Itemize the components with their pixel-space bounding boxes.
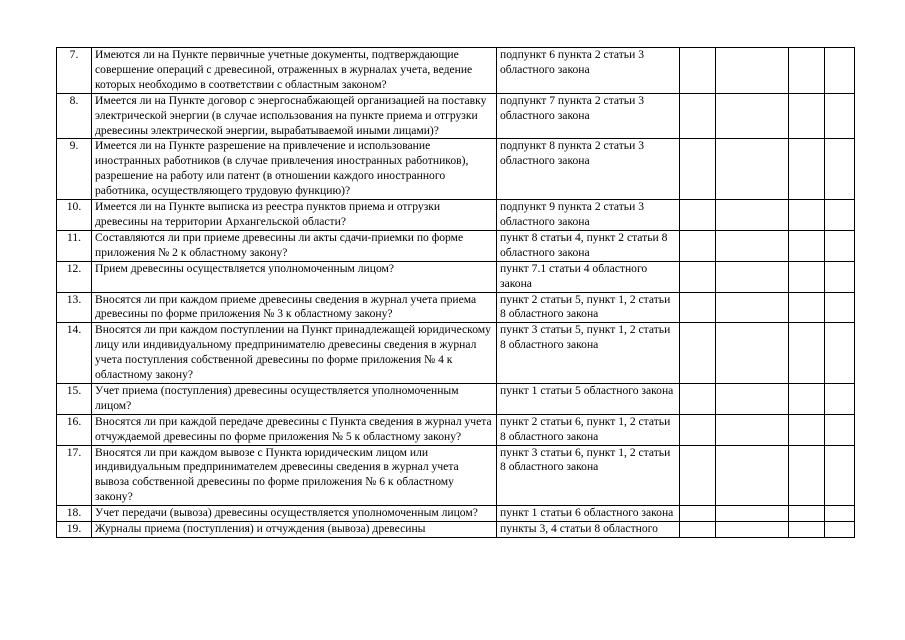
legal-reference-cell: подпункт 7 пункта 2 статьи 3 областного закона xyxy=(497,93,680,139)
answer-na-cell xyxy=(789,200,825,231)
table-row xyxy=(57,323,855,384)
legal-reference-cell: пункт 8 статьи 4, пункт 2 статьи 8 областного закона xyxy=(497,230,680,261)
answer-na-cell xyxy=(789,445,825,506)
question-cell: Вносятся ли при каждом поступлении на Пункт принадлежащей юридическому лицу или индивидуальному предпринимателю древесины сведения в журнал учета поступления собственной древесины по форме приложения № 4 к областному закону? xyxy=(92,323,497,384)
row-number: 17. xyxy=(57,445,92,506)
question-cell: Имеется ли на Пункте выписка из реестра пунктов приема и отгрузки древесины на территории Архангельской области? xyxy=(92,200,497,231)
table-row xyxy=(57,261,855,292)
answer-no-cell xyxy=(716,261,789,292)
table-row xyxy=(57,445,855,506)
row-number: 15. xyxy=(57,383,92,414)
question-cell: Вносятся ли при каждом приеме древесины сведения в журнал учета приема древесины по форме приложения № 3 к областному закону? xyxy=(92,292,497,323)
answer-no-cell xyxy=(716,292,789,323)
note-cell xyxy=(825,261,855,292)
table-row xyxy=(57,522,855,538)
table-row xyxy=(57,48,855,94)
note-cell xyxy=(825,522,855,538)
answer-na-cell xyxy=(789,414,825,445)
answer-yes-cell xyxy=(680,445,716,506)
answer-na-cell xyxy=(789,230,825,261)
row-number: 19. xyxy=(57,522,92,538)
legal-reference-cell: пункт 3 статьи 6, пункт 1, 2 статьи 8 областного закона xyxy=(497,445,680,506)
answer-na-cell xyxy=(789,261,825,292)
table-row xyxy=(57,139,855,200)
checklist-page xyxy=(56,47,855,538)
table-row xyxy=(57,230,855,261)
answer-yes-cell xyxy=(680,292,716,323)
legal-reference-cell: подпункт 8 пункта 2 статьи 3 областного закона xyxy=(497,139,680,200)
question-cell: Прием древесины осуществляется уполномоченным лицом? xyxy=(92,261,497,292)
legal-reference-cell: пункт 1 статьи 6 областного закона xyxy=(497,506,680,522)
note-cell xyxy=(825,139,855,200)
note-cell xyxy=(825,48,855,94)
question-cell: Учет приема (поступления) древесины осуществляется уполномоченным лицом? xyxy=(92,383,497,414)
row-number: 7. xyxy=(57,48,92,94)
question-cell: Вносятся ли при каждом вывозе с Пункта юридическим лицом или индивидуальным предпринимателем древесины сведения в журнал учета вывоза собственной древесины по форме приложения № 6 к областному закону? xyxy=(92,445,497,506)
table-row xyxy=(57,200,855,231)
answer-no-cell xyxy=(716,414,789,445)
table-row xyxy=(57,292,855,323)
note-cell xyxy=(825,93,855,139)
answer-yes-cell xyxy=(680,383,716,414)
legal-reference-cell: пункты 3, 4 статьи 8 областного xyxy=(497,522,680,538)
question-cell: Имеется ли на Пункте разрешение на привлечение и использование иностранных работников (в случае привлечения иностранных работников), разрешение на работу или патент (в отношении каждого иностранного работника, осуществляющего трудовую функцию)? xyxy=(92,139,497,200)
question-cell: Имеется ли на Пункте договор с энергоснабжающей организацией на поставку электрической энергии (в случае использования на пункте приема и отгрузки древесины электрической энергии, вырабатываемой иными лицами)? xyxy=(92,93,497,139)
table-row xyxy=(57,414,855,445)
answer-no-cell xyxy=(716,93,789,139)
answer-na-cell xyxy=(789,48,825,94)
answer-na-cell xyxy=(789,522,825,538)
question-cell: Вносятся ли при каждой передаче древесины с Пункта сведения в журнал учета отчуждаемой древесины по форме приложения № 5 к областному закону? xyxy=(92,414,497,445)
table-row xyxy=(57,93,855,139)
answer-yes-cell xyxy=(680,48,716,94)
answer-no-cell xyxy=(716,506,789,522)
answer-no-cell xyxy=(716,522,789,538)
legal-reference-cell: пункт 7.1 статьи 4 областного закона xyxy=(497,261,680,292)
row-number: 13. xyxy=(57,292,92,323)
answer-na-cell xyxy=(789,292,825,323)
legal-reference-cell: подпункт 6 пункта 2 статьи 3 областного закона xyxy=(497,48,680,94)
answer-yes-cell xyxy=(680,230,716,261)
answer-na-cell xyxy=(789,139,825,200)
note-cell xyxy=(825,414,855,445)
question-cell: Составляются ли при приеме древесины ли акты сдачи-приемки по форме приложения № 2 к областному закону? xyxy=(92,230,497,261)
question-cell: Имеются ли на Пункте первичные учетные документы, подтверждающие совершение операций с древесиной, отраженных в журналах учета, ведение которых необходимо в соответствии с областным законом? xyxy=(92,48,497,94)
answer-yes-cell xyxy=(680,506,716,522)
question-cell: Журналы приема (поступления) и отчуждения (вывоза) древесины xyxy=(92,522,497,538)
checklist-table xyxy=(56,47,855,538)
answer-no-cell xyxy=(716,323,789,384)
note-cell xyxy=(825,230,855,261)
legal-reference-cell: пункт 1 статьи 5 областного закона xyxy=(497,383,680,414)
legal-reference-cell: подпункт 9 пункта 2 статьи 3 областного закона xyxy=(497,200,680,231)
row-number: 16. xyxy=(57,414,92,445)
note-cell xyxy=(825,445,855,506)
answer-no-cell xyxy=(716,230,789,261)
row-number: 10. xyxy=(57,200,92,231)
answer-yes-cell xyxy=(680,414,716,445)
legal-reference-cell: пункт 2 статьи 5, пункт 1, 2 статьи 8 областного закона xyxy=(497,292,680,323)
answer-na-cell xyxy=(789,383,825,414)
answer-no-cell xyxy=(716,383,789,414)
answer-yes-cell xyxy=(680,522,716,538)
answer-yes-cell xyxy=(680,261,716,292)
answer-na-cell xyxy=(789,323,825,384)
answer-no-cell xyxy=(716,48,789,94)
question-cell: Учет передачи (вывоза) древесины осуществляется уполномоченным лицом? xyxy=(92,506,497,522)
answer-yes-cell xyxy=(680,200,716,231)
answer-na-cell xyxy=(789,506,825,522)
note-cell xyxy=(825,506,855,522)
row-number: 11. xyxy=(57,230,92,261)
table-row xyxy=(57,506,855,522)
row-number: 8. xyxy=(57,93,92,139)
note-cell xyxy=(825,292,855,323)
row-number: 12. xyxy=(57,261,92,292)
answer-na-cell xyxy=(789,93,825,139)
note-cell xyxy=(825,200,855,231)
answer-yes-cell xyxy=(680,323,716,384)
row-number: 14. xyxy=(57,323,92,384)
row-number: 9. xyxy=(57,139,92,200)
row-number: 18. xyxy=(57,506,92,522)
answer-yes-cell xyxy=(680,93,716,139)
answer-no-cell xyxy=(716,139,789,200)
answer-no-cell xyxy=(716,445,789,506)
legal-reference-cell: пункт 2 статьи 6, пункт 1, 2 статьи 8 областного закона xyxy=(497,414,680,445)
note-cell xyxy=(825,323,855,384)
table-row xyxy=(57,383,855,414)
note-cell xyxy=(825,383,855,414)
answer-yes-cell xyxy=(680,139,716,200)
legal-reference-cell: пункт 3 статьи 5, пункт 1, 2 статьи 8 областного закона xyxy=(497,323,680,384)
answer-no-cell xyxy=(716,200,789,231)
